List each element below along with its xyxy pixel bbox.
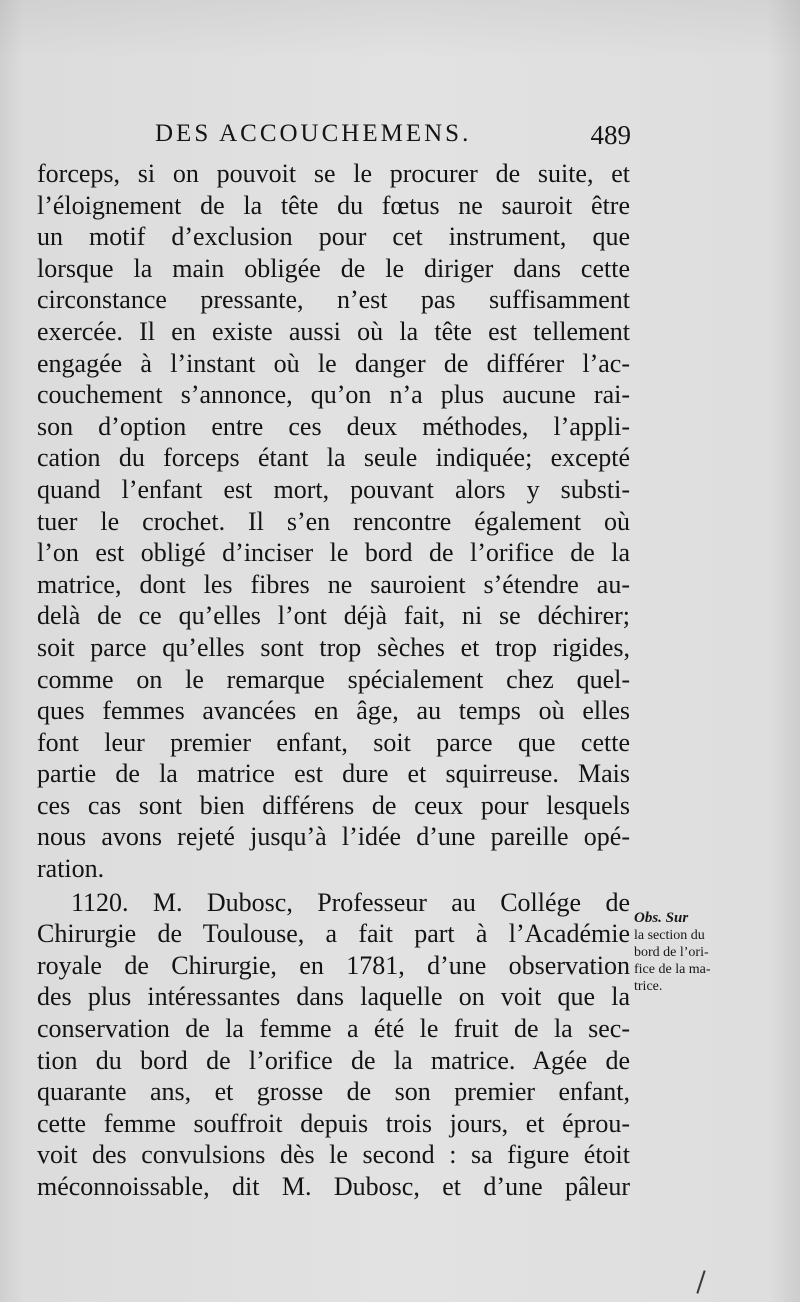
text-line: l’on est obligé d’inciser le bord de l’orifice de la: [37, 538, 630, 568]
text-line: font leur premier enfant, soit parce que cette: [37, 727, 630, 757]
text-line: exercée. Il en existe aussi où la tête est tellement: [37, 316, 630, 346]
margin-note-line: Obs. Sur: [634, 910, 689, 926]
text-line: tion du bord de l’orifice de la matrice. Agée de: [37, 1045, 630, 1075]
text-line: partie de la matrice est dure et squirreuse. Mais: [37, 759, 630, 789]
text-line: circonstance pressante, n’est pas suffisamment: [37, 285, 630, 315]
text-line: couchement s’annonce, qu’on n’a plus aucune rai-: [37, 380, 630, 410]
page-number: 489: [590, 120, 631, 150]
main-text: [37, 158, 630, 1203]
text-line: tuer le crochet. Il s’en rencontre également où: [37, 506, 630, 536]
text-line: quarante ans, et grosse de son premier enfant,: [37, 1077, 630, 1107]
page-mark: [696, 1270, 705, 1293]
text-line: un motif d’exclusion pour cet instrument, que: [37, 222, 630, 252]
margin-note-line: fice de la ma-: [634, 962, 711, 977]
text-line: ration.: [37, 854, 105, 884]
text-line: son d’option entre ces deux méthodes, l’appli-: [37, 411, 630, 441]
text-line: ques femmes avancées en âge, au temps où elles: [37, 696, 630, 726]
paragraph-1: [37, 158, 630, 885]
text-line: delà de ce qu’elles l’ont déjà fait, ni se déchirer;: [37, 601, 630, 631]
text-line: soit parce qu’elles sont trop sèches et trop rigides,: [37, 632, 630, 662]
text-line: quand l’enfant est mort, pouvant alors y substi-: [37, 474, 630, 504]
text-line: ces cas sont bien différens de ceux pour lesquels: [37, 790, 630, 820]
margin-note-line: trice.: [634, 979, 663, 994]
margin-note-line: la section du: [634, 928, 705, 943]
text-line: cette femme souffroit depuis trois jours, et éprou-: [37, 1108, 630, 1138]
margin-note: [634, 910, 758, 995]
text-line: méconnoissable, dit M. Dubosc, et d’une pâleur: [37, 1172, 630, 1201]
text-line: l’éloignement de la tête du fœtus ne sauroit être: [37, 190, 630, 220]
text-line: royale de Chirurgie, en 1781, d’une observation: [37, 950, 630, 980]
running-title: DES ACCOUCHEMENS.: [155, 120, 472, 147]
text-line: des plus intéressantes dans laquelle on voit que la: [37, 982, 630, 1012]
text-line: lorsque la main obligée de le diriger dans cette: [37, 253, 630, 283]
text-line: Chirurgie de Toulouse, a fait part à l’Académie: [37, 919, 630, 949]
text-line: forceps, si on pouvoit se le procurer de suite, et: [37, 159, 630, 188]
text-line: comme on le remarque spécialement chez quel-: [37, 664, 630, 694]
text-line: voit des convulsions dès le second : sa figure étoit: [37, 1140, 630, 1170]
page-header: [155, 120, 631, 156]
text-line: 1120. M. Dubosc, Professeur au Collége de: [71, 887, 630, 917]
text-line: nous avons rejeté jusqu’à l’idée d’une pareille opé-: [37, 822, 630, 852]
margin-note-line: bord de l’ori-: [634, 945, 709, 960]
text-line: matrice, dont les fibres ne sauroient s’étendre au-: [37, 569, 630, 599]
text-line: conservation de la femme a été le fruit de la sec-: [37, 1014, 630, 1044]
paragraph-2: [37, 887, 630, 1203]
text-line: engagée à l’instant où le danger de différer l’ac-: [37, 348, 630, 378]
text-line: cation du forceps étant la seule indiquée; excepté: [37, 443, 630, 473]
